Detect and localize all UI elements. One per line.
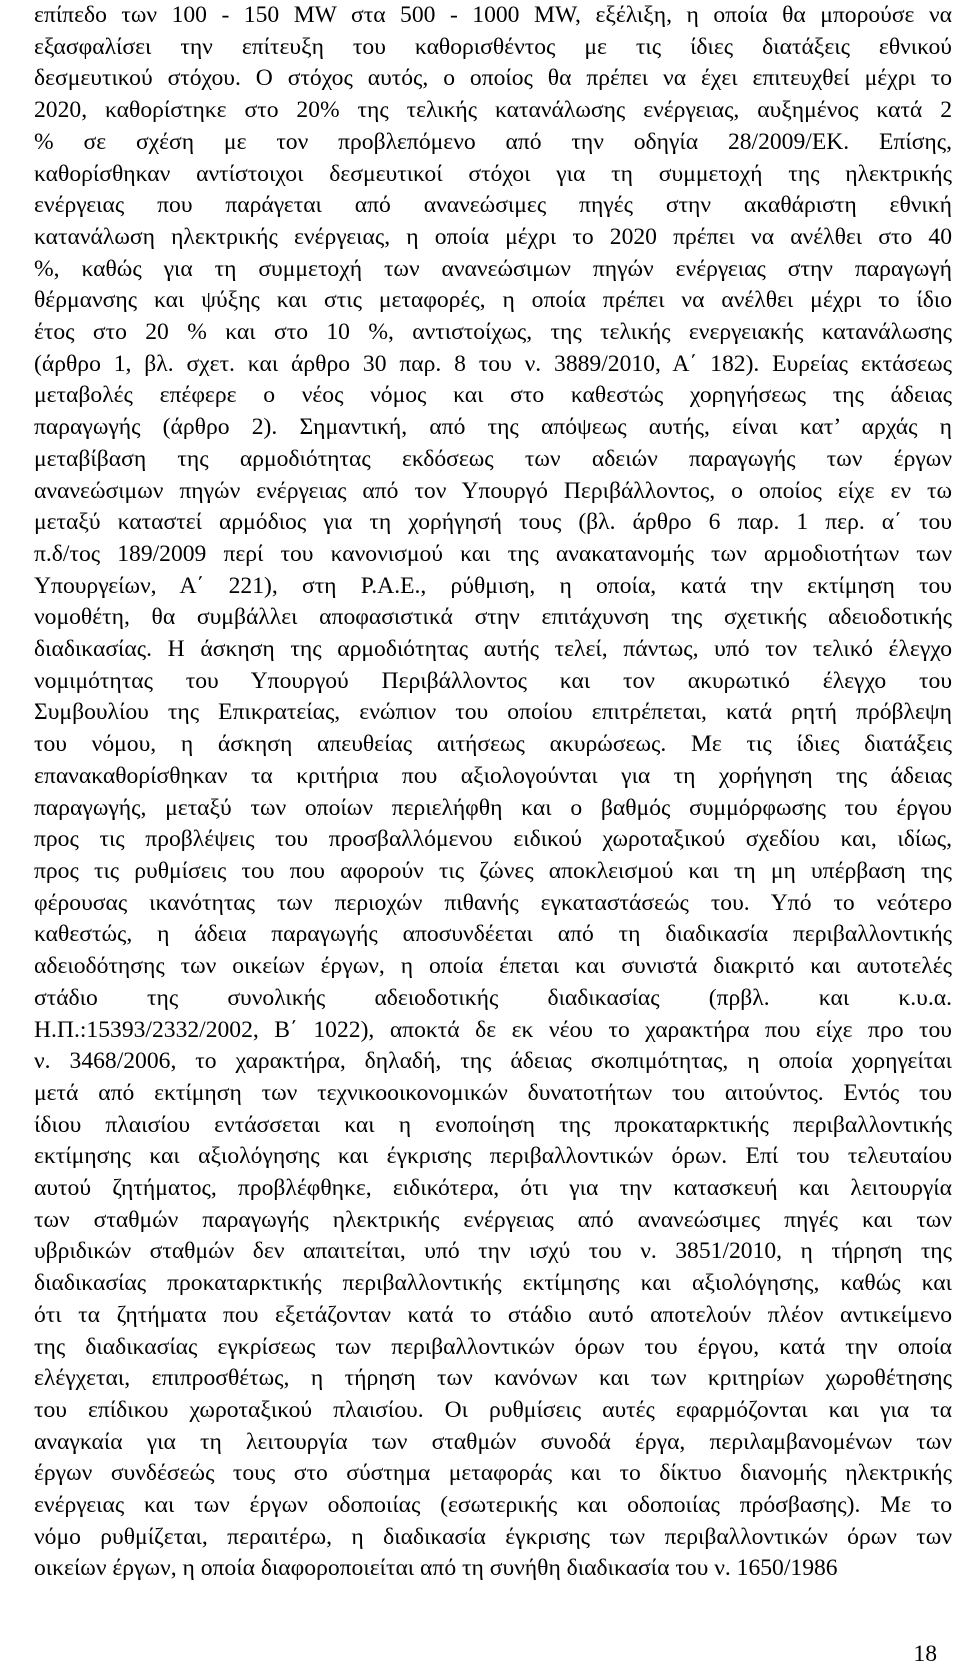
text-line: καθεστώς, η άδεια παραγωγής αποσυνδέεται από τη διαδικασία περιβαλλοντικής (34, 921, 952, 948)
text-line: επανακαθορίσθηκαν τα κριτήρια που αξιολογούνται για τη χορήγηση της άδειας (34, 762, 952, 789)
text-line: εκτίμησης και αξιολόγησης και έγκρισης περιβαλλοντικών όρων. Επί του τελευταίου (34, 1143, 952, 1170)
text-line: π.δ/τος 189/2009 περί του κανονισμού και της ανακατανομής των αρμοδιοτήτων των (34, 540, 952, 567)
text-line: νομιμότητας του Υπουργού Περιβάλλοντος και τον ακυρωτικό έλεγχο του (34, 667, 952, 694)
text-line: νόμο ρυθμίζεται, περαιτέρω, η διαδικασία έγκρισης των περιβαλλοντικών όρων των (34, 1523, 952, 1550)
text-line: έργων συνδέσεώς τους στο σύστημα μεταφοράς και το δίκτυο διανομής ηλεκτρικής (34, 1460, 952, 1487)
text-line: επίπεδο των 100 - 150 MW στα 500 - 1000 MW, εξέλιξη, η οποία θα μπορούσε να (34, 2, 952, 28)
text-line: αυτού ζητήματος, προβλέφθηκε, ειδικότερα, ότι για την κατασκευή και λειτουργία (34, 1175, 952, 1202)
text-line: θέρμανσης και ψύξης και στις μεταφορές, η οποία πρέπει να ανέλθει μέχρι το ίδιο (34, 287, 952, 314)
text-line: αδειοδότησης των οικείων έργων, η οποία έπεται και συνιστά διακριτό και αυτοτελές (34, 953, 952, 980)
text-line: % σε σχέση με τον προβλεπόμενο από την οδηγία 28/2009/ΕΚ. Επίσης, (34, 128, 952, 155)
text-line: καθορίσθηκαν αντίστοιχοι δεσμευτικοί στόχοι για τη συμμετοχή της ηλεκτρικής (34, 160, 952, 187)
text-line: ότι τα ζητήματα που εξετάζονταν κατά το στάδιο αυτό αποτελούν πλέον αντικείμενο (34, 1301, 952, 1328)
text-line: ίδιου πλαισίου εντάσσεται και η ενοποίηση της προκαταρκτικής περιβαλλοντικής (34, 1111, 952, 1138)
text-line: μεταξύ καταστεί αρμόδιος για τη χορήγησή τους (βλ. άρθρο 6 παρ. 1 περ. α΄ του (34, 509, 952, 536)
page-number: 18 (913, 1641, 937, 1667)
text-line: εξασφαλίσει την επίτευξη του καθορισθέντος με τις ίδιες διατάξεις εθνικού (34, 33, 952, 60)
text-line: του επίδικου χωροταξικού πλαισίου. Οι ρυθμίσεις αυτές εφαρμόζονται και για τα (34, 1396, 952, 1423)
text-line: δεσμευτικού στόχου. Ο στόχος αυτός, ο οποίος θα πρέπει να έχει επιτευχθεί μέχρι το (34, 65, 952, 92)
text-line: μεταβίβαση της αρμοδιότητας εκδόσεως των αδειών παραγωγής των έργων (34, 445, 952, 472)
text-line: του νόμου, η άσκηση απευθείας αιτήσεως ακυρώσεως. Με τις ίδιες διατάξεις (34, 731, 952, 758)
text-line: διαδικασίας. Η άσκηση της αρμοδιότητας αυτής τελεί, πάντως, υπό τον τελικό έλεγχο (34, 636, 952, 663)
text-line: οικείων έργων, η οποία διαφοροποιείται από τη συνήθη διαδικασία του ν. 1650/1986 (34, 1555, 838, 1582)
text-line: ανανεώσιμων πηγών ενέργειας από τον Υπουργό Περιβάλλοντος, ο οποίος είχε εν τω (34, 477, 952, 504)
text-line: στάδιο της συνολικής αδειοδοτικής διαδικασίας (πρβλ. και κ.υ.α. (34, 984, 952, 1011)
text-line: διαδικασίας προκαταρκτικής περιβαλλοντικής εκτίμησης και αξιολόγησης, καθώς και (34, 1270, 952, 1297)
text-line: Η.Π.:15393/2332/2002, Β΄ 1022), αποκτά δε εκ νέου το χαρακτήρα που είχε προ του (34, 1016, 952, 1043)
text-line: αναγκαία για τη λειτουργία των σταθμών συνοδά έργα, περιλαμβανομένων των (34, 1428, 952, 1455)
text-line: έτος στο 20 % και στο 10 %, αντιστοίχως, της τελικής ενεργειακής κατανάλωσης (34, 319, 952, 346)
text-line: υβριδικών σταθμών δεν απαιτείται, υπό την ισχύ του ν. 3851/2010, η τήρηση της (34, 1238, 952, 1265)
text-line: %, καθώς για τη συμμετοχή των ανανεώσιμων πηγών ενέργειας στην παραγωγή (34, 255, 952, 282)
text-line: παραγωγής, μεταξύ των οποίων περιελήφθη και ο βαθμός συμμόρφωσης του έργου (34, 794, 952, 821)
text-line: φέρουσας ικανότητας των περιοχών πιθανής εγκαταστάσεώς του. Υπό το νεότερο (34, 889, 952, 916)
text-line: (άρθρο 1, βλ. σχετ. και άρθρο 30 παρ. 8 του ν. 3889/2010, Α΄ 182). Ευρείας εκτάσεως (34, 350, 952, 377)
text-line: προς τις ρυθμίσεις του που αφορούν τις ζώνες αποκλεισμού και τη μη υπέρβαση της (34, 857, 952, 884)
text-line: μεταβολές επέφερε ο νέος νόμος και στο καθεστώς χορηγήσεως της άδειας (34, 382, 952, 409)
text-line: Συμβουλίου της Επικρατείας, ενώπιον του οποίου επιτρέπεται, κατά ρητή πρόβλεψη (34, 699, 952, 726)
text-line: ενέργειας που παράγεται από ανανεώσιμες πηγές στην ακαθάριστη εθνική (34, 192, 952, 219)
text-line: της διαδικασίας εγκρίσεως των περιβαλλοντικών όρων του έργου, κατά την οποία (34, 1333, 952, 1360)
text-line: προς τις προβλέψεις του προσβαλλόμενου ειδικού χωροταξικού σχεδίου και, ιδίως, (34, 826, 952, 853)
text-line: παραγωγής (άρθρο 2). Σημαντική, από της απόψεως αυτής, είναι κατ’ αρχάς η (34, 414, 952, 441)
text-line: ελέγχεται, επιπροσθέτως, η τήρηση των κανόνων και των κριτηρίων χωροθέτησης (34, 1365, 952, 1392)
text-line: ενέργειας και των έργων οδοποιίας (εσωτερικής και οδοποιίας πρόσβασης). Με το (34, 1492, 952, 1519)
text-line: των σταθμών παραγωγής ηλεκτρικής ενέργειας από ανανεώσιμες πηγές και των (34, 1206, 952, 1233)
text-line: ν. 3468/2006, το χαρακτήρα, δηλαδή, της άδειας σκοπιμότητας, η οποία χορηγείται (34, 1048, 952, 1075)
text-line: νομοθέτη, θα συμβάλλει αποφασιστικά στην επιτάχυνση της σχετικής αδειοδοτικής (34, 604, 952, 631)
body-text (34, 0, 952, 1585)
text-line: Υπουργείων, Α΄ 221), στη Ρ.Α.Ε., ρύθμιση, η οποία, κατά την εκτίμηση του (34, 572, 952, 599)
text-line: 2020, καθορίστηκε στο 20% της τελικής κατανάλωσης ενέργειας, αυξημένος κατά 2 (34, 97, 952, 124)
text-line: κατανάλωση ηλεκτρικής ενέργειας, η οποία μέχρι το 2020 πρέπει να ανέλθει στο 40 (34, 223, 952, 250)
text-line: μετά από εκτίμηση των τεχνικοοικονομικών δυνατοτήτων του αιτούντος. Εντός του (34, 1079, 952, 1106)
